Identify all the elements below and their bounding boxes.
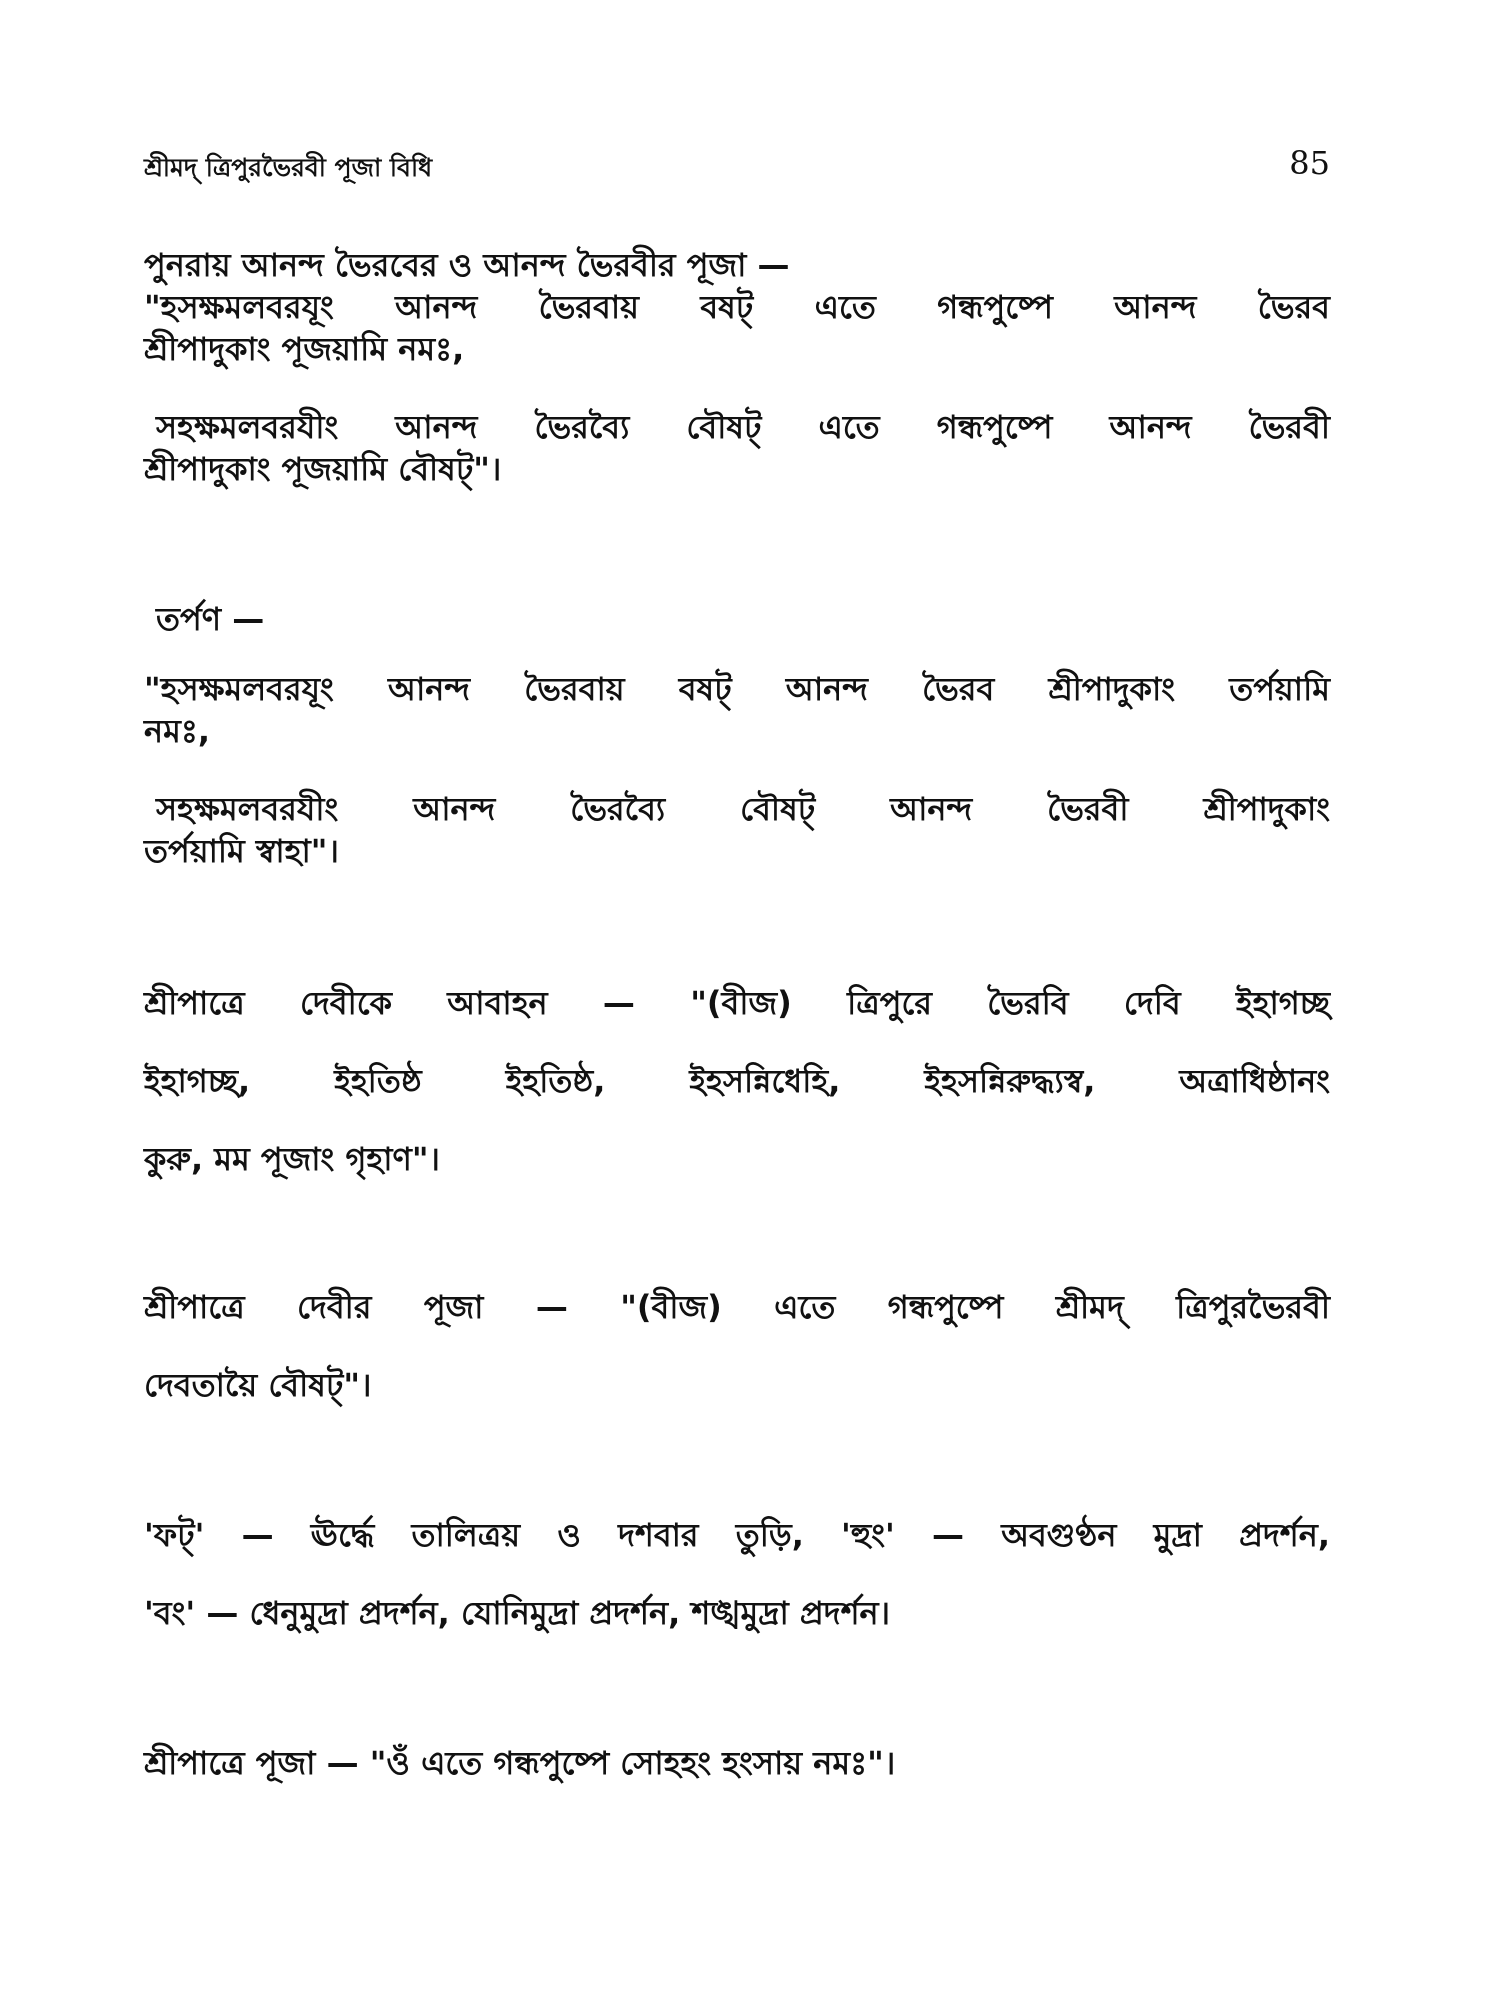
section-shripatra-puja <box>144 1742 1330 1784</box>
paragraph-line: তর্পয়ামি স্বাহা"। <box>144 832 339 870</box>
paragraph-line: "হসক্ষমলবরযূং আনন্দ ভৈরবায় বষট্ এতে গন্ধপুষ্পে আনন্দ ভৈরব <box>144 288 1330 326</box>
section-tarpan <box>144 598 1330 872</box>
paragraph-line: 'বং' — ধেনুমুদ্রা প্রদর্শন, যোনিমুদ্রা প্রদর্শন, শঙ্খমুদ্রা প্রদর্শন। <box>144 1594 891 1632</box>
paragraph-line: ইহাগচ্ছ, ইহতিষ্ঠ ইহতিষ্ঠ, ইহসন্নিধেহি, ইহসন্নিরুদ্ধ্যস্ব, অত্রাধিষ্ঠানং <box>144 1062 1330 1100</box>
paragraph-line: সহক্ষমলবরযীং আনন্দ ভৈরব্যৈ বৌষট্ আনন্দ ভৈরবী শ্রীপাদুকাং <box>156 790 1330 828</box>
section-devi-puja <box>144 1286 1330 1406</box>
page-body <box>144 244 1330 1784</box>
paragraph-line: শ্রীপাদুকাং পূজয়ামি নমঃ, <box>144 330 465 368</box>
paragraph-line: নমঃ, <box>144 712 211 750</box>
section-heading: তর্পণ — <box>156 600 265 638</box>
section-avahan <box>144 982 1330 1180</box>
running-title: শ্রীমদ্ ত্রিপুরভৈরবী পূজা বিধি <box>144 153 433 182</box>
section-ananda-puja <box>144 244 1330 490</box>
paragraph-line: সহক্ষমলবরযীং আনন্দ ভৈরব্যৈ বৌষট্ এতে গন্ধপুষ্পে আনন্দ ভৈরবী <box>156 408 1330 446</box>
paragraph-line: 'ফট্' — ঊর্দ্ধে তালিত্রয় ও দশবার তুড়ি, 'হুং' — অবগুণ্ঠন মুদ্রা প্রদর্শন, <box>144 1516 1330 1554</box>
paragraph-line: দেবতায়ৈ বৌষট্"। <box>144 1366 372 1404</box>
paragraph-line: পুনরায় আনন্দ ভৈরবের ও আনন্দ ভৈরবীর পূজা — <box>144 246 790 284</box>
page-number: 85 <box>1289 144 1330 182</box>
running-header <box>144 140 1330 190</box>
paragraph-line: কুরু, মম পূজাং গৃহাণ"। <box>144 1140 440 1178</box>
paragraph-line: শ্রীপাত্রে পূজা — "ওঁ এতে গন্ধপুষ্পে সোহহং হংসায় নমঃ"। <box>144 1744 896 1782</box>
paragraph-line: শ্রীপাত্রে দেবীর পূজা — "(বীজ) এতে গন্ধপুষ্পে শ্রীমদ্ ত্রিপুরভৈরবী <box>144 1288 1330 1326</box>
paragraph-line: "হসক্ষমলবরযূং আনন্দ ভৈরবায় বষট্ আনন্দ ভৈরব শ্রীপাদুকাং তর্পয়ামি <box>144 670 1330 708</box>
paragraph-line: শ্রীপাত্রে দেবীকে আবাহন — "(বীজ) ত্রিপুরে ভৈরবি দেবি ইহাগচ্ছ <box>144 984 1330 1022</box>
section-mudra <box>144 1514 1330 1634</box>
paragraph-line: শ্রীপাদুকাং পূজয়ামি বৌষট্"। <box>144 450 502 488</box>
